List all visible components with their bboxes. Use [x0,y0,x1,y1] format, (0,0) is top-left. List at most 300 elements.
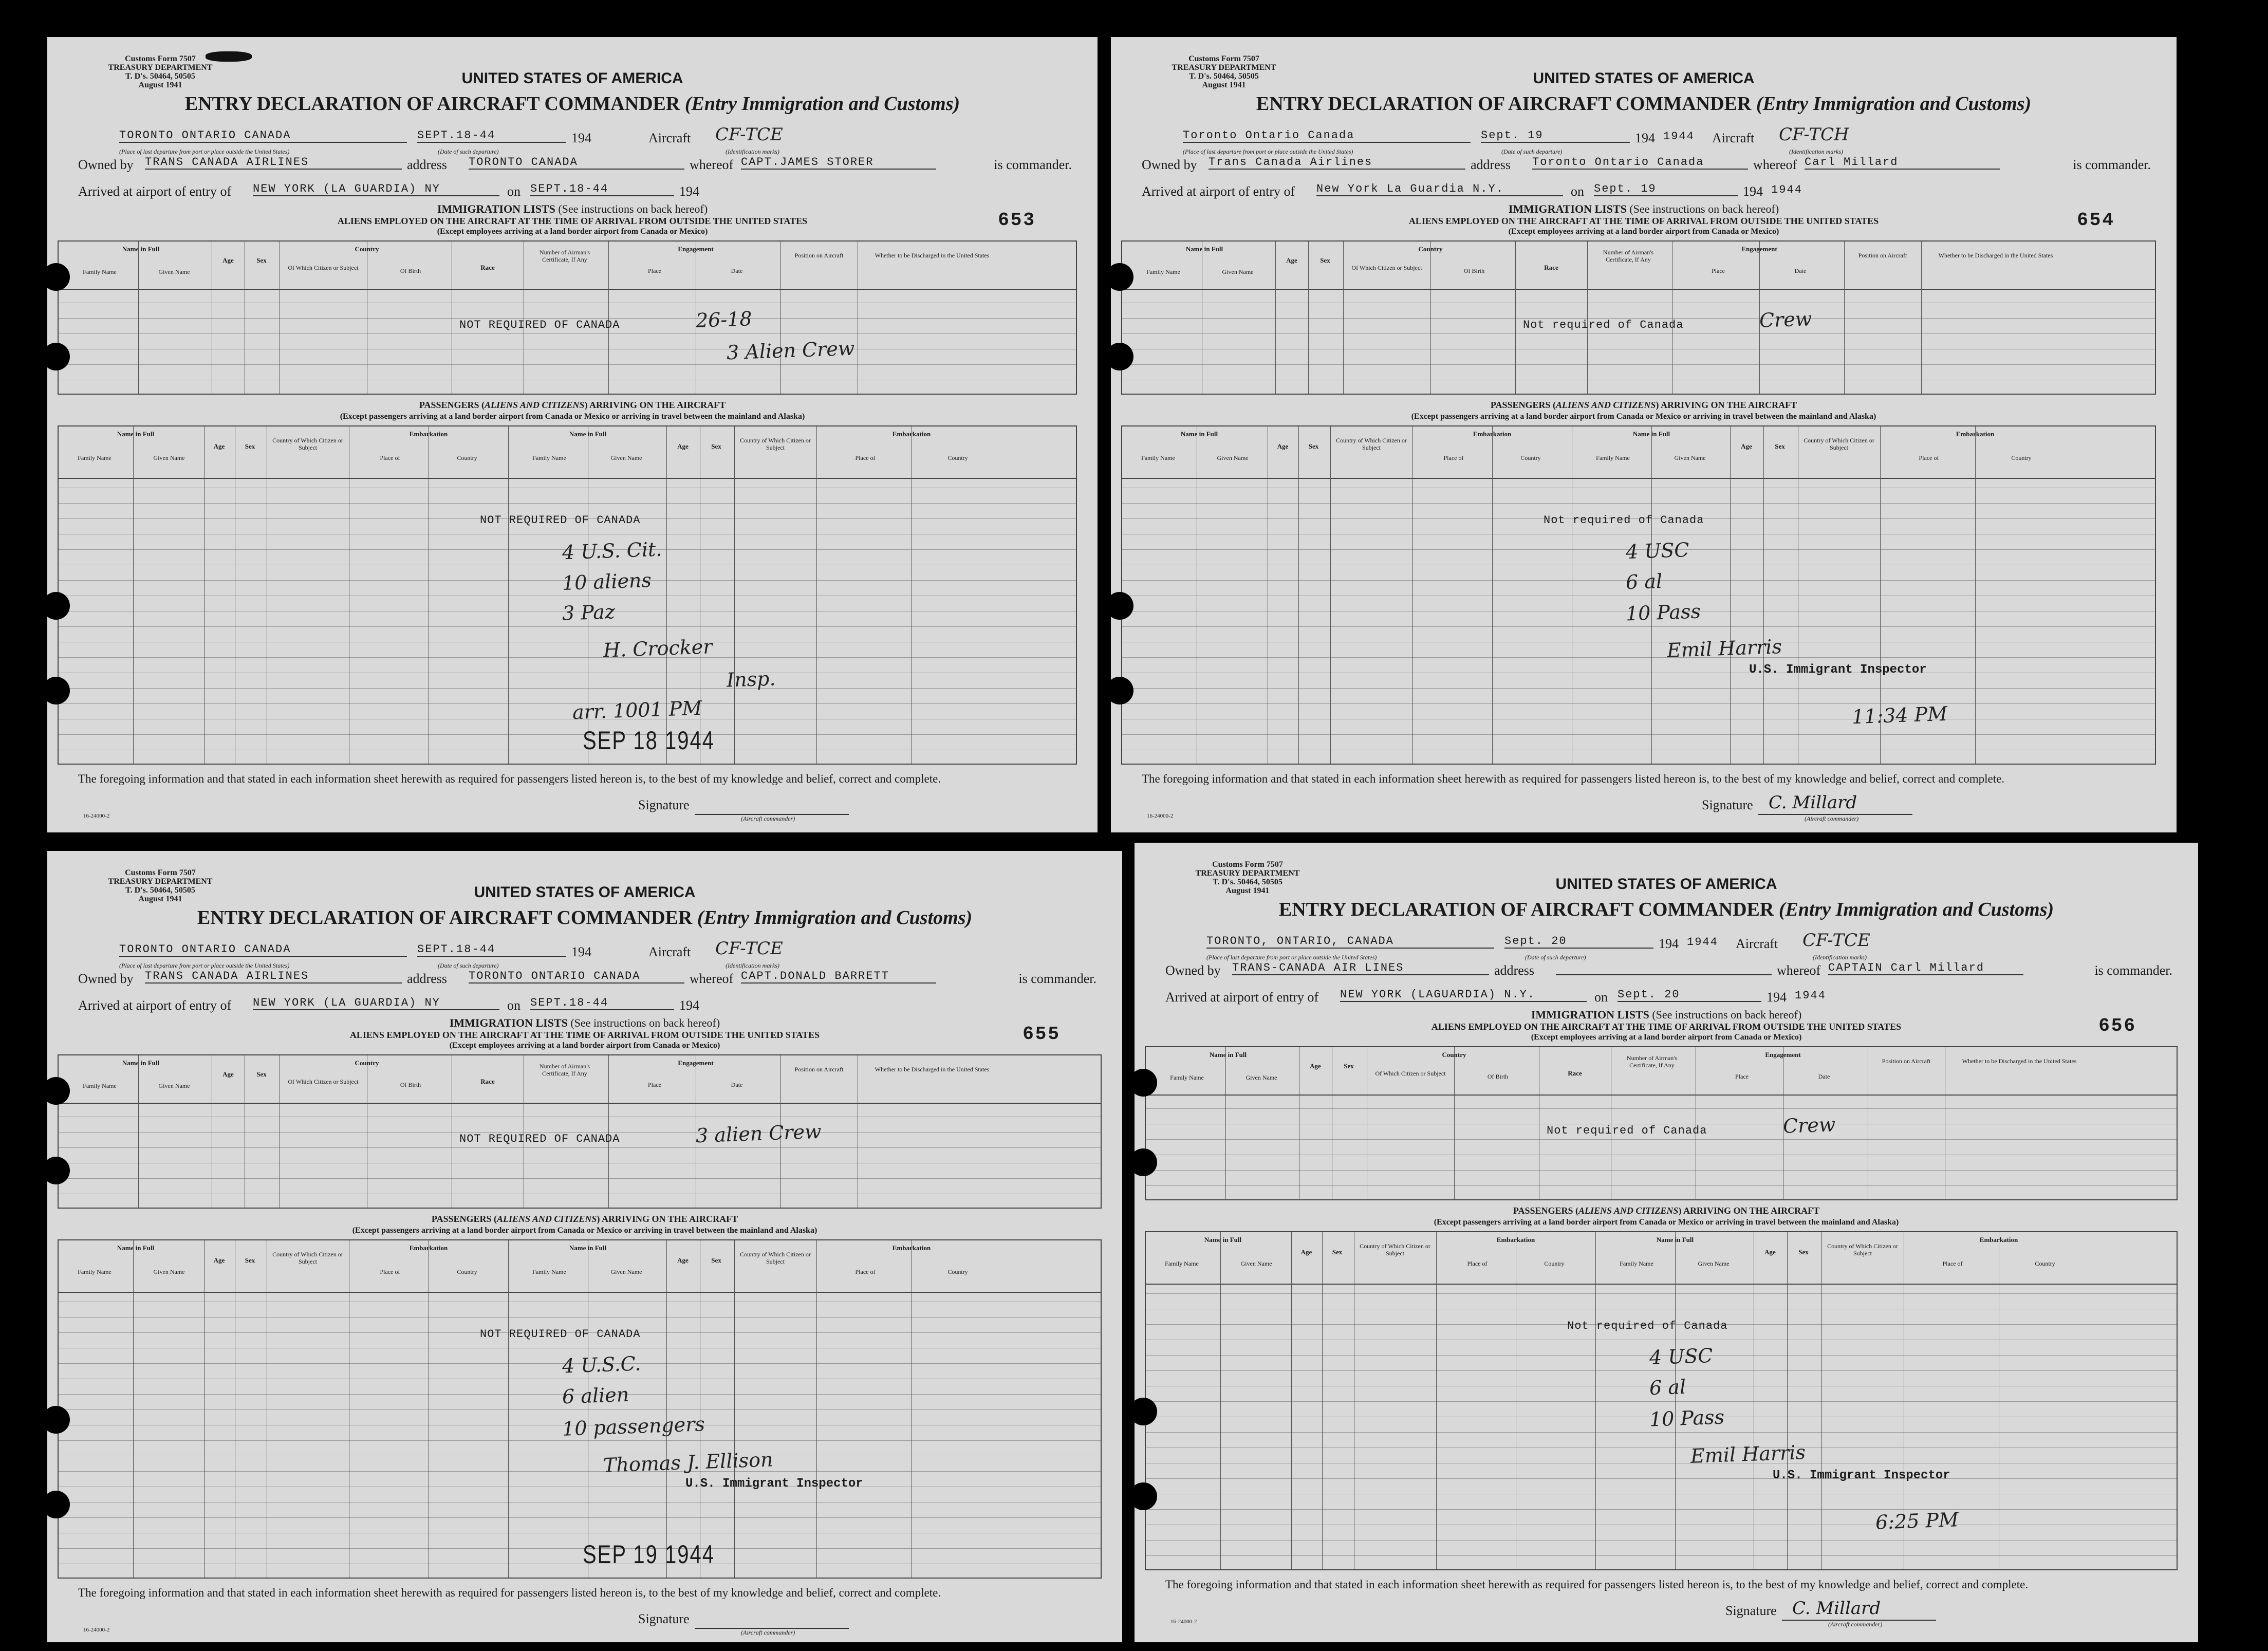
immigration-lists-heading [1111,202,2177,216]
p-col-age: Age [213,1256,225,1264]
passengers-heading [47,400,1098,411]
owned-by-label: Owned by [78,157,134,172]
imm-lists: IMMIGRATION LISTS [1508,202,1627,215]
owned-by-label: Owned by [1165,963,1221,978]
p-col-country-2: Country [2011,454,2032,461]
arrived-label: Arrived at airport of entry of [1142,184,1295,199]
col-family-name: Family Name [1170,1074,1204,1081]
form-date: August 1941 [138,81,182,89]
col-citizen: Of Which Citizen or Subject [288,1078,359,1085]
aliens-table [58,1054,1102,1209]
col-sex: Sex [1344,1062,1354,1070]
pass-a: PASSENGERS ( [1513,1205,1579,1216]
arrived-label: Arrived at airport of entry of [1165,990,1319,1005]
owned-by-label: Owned by [1142,157,1197,172]
time-handwriting: 6:25 PM [1875,1508,1959,1534]
country-heading: UNITED STATES OF AMERICA [474,884,696,901]
time-handwriting: 11:34 PM [1851,702,1948,729]
aliens-table [58,240,1077,395]
p-col-name: Name in Full [117,1244,155,1252]
p-col-ccs: Country of Which Citizen or Subject [1360,1242,1430,1257]
aliens-handwriting-2: 3 Alien Crew [726,337,856,364]
col-sex: Sex [256,1070,267,1078]
inspector-label: U.S. Immigrant Inspector [1749,663,1927,677]
col-cert: Number of Airman's Certificate, If Any [1626,1054,1678,1069]
p-col-given: Given Name [1240,1260,1272,1267]
p-col-name-2: Name in Full [569,430,607,438]
year-label: 194 [571,944,591,959]
p-col-country-2: Country [2035,1260,2055,1267]
owner-address[interactable]: TORONTO CANADA [469,156,684,170]
aircraft-marks[interactable]: CF-TCE [1802,930,1870,951]
pass-c: ) ARRIVING ON THE AIRCRAFT [597,1214,738,1224]
p-col-embark-2: Embarkation [892,1244,931,1252]
title-italic: (Entry Immigration and Customs) [684,93,960,115]
p-col-age-2: Age [1764,1248,1776,1256]
country-heading: UNITED STATES OF AMERICA [1533,70,1755,87]
p-col-age-2: Age [677,442,689,450]
col-race: Race [480,264,495,271]
immigration-lists-heading [47,202,1098,216]
imm-lists: IMMIGRATION LISTS [1531,1008,1649,1021]
signature-ink: C. Millard [1792,1598,1881,1619]
whereof-label: whereof [1777,963,1821,978]
p-col-embark-2: Embarkation [1956,430,1995,438]
p-col-sex-2: Sex [711,442,721,450]
aircraft-marks[interactable]: CF-TCH [1779,124,1849,145]
col-cert: Number of Airman's Certificate, If Any [1603,249,1654,263]
on-label: on [507,184,520,199]
aircraft-commander-caption: (Aircraft commander) [1828,1621,1883,1628]
pass-handwriting-2: 6 alien [562,1383,629,1408]
sub-date: (Date of such departure) [438,148,499,155]
departure-date[interactable]: Sept. 20 [1504,935,1653,949]
immigration-lists-heading [47,1016,1122,1030]
owner-address[interactable]: Toronto Ontario Canada [1532,156,1748,170]
on-label: on [1571,184,1584,199]
treasury-department: TREASURY DEPARTMENT [1172,63,1276,72]
departure-place[interactable]: Toronto Ontario Canada [1183,129,1471,143]
passengers-table-header [59,426,1076,479]
pass-handwriting-1: 4 USC [1649,1344,1714,1369]
signature-ink: C. Millard [1769,792,1857,813]
aliens-table [1145,1046,2178,1200]
departure-line [78,125,1072,146]
col-engagement: Engagement [678,245,714,253]
col-country: Country [1418,245,1443,253]
p-col-given-2: Given Name [1674,454,1706,461]
p-col-sex: Sex [1332,1248,1343,1256]
pass-handwriting-6: arr. 1001 PM [572,696,702,724]
pass-handwriting-1: 4 U.S. Cit. [562,537,663,564]
passengers-table [1121,425,2156,765]
p-col-ccs: Country of Which Citizen or Subject [272,1251,343,1265]
on-label: on [507,998,520,1013]
passengers-table-header [1122,426,2155,479]
aliens-except: (Except employees arriving at a land border airport from Canada or Mexico) [1508,227,1779,236]
signature-label: Signature [638,797,690,812]
p-col-sex-2: Sex [1775,442,1785,450]
p-col-name-2: Name in Full [569,1244,607,1252]
pass-a: PASSENGERS ( [419,400,485,410]
certification-text: The foregoing information and that stated in each information sheet herewith as required for passengers listed hereon is, to the best of my knowledge and belief, correct and complete. [1142,772,2005,785]
sub-place: (Place of last departure from port or place outside the United States) [119,148,290,155]
form-date: August 1941 [138,895,182,903]
col-race: Race [1568,1069,1582,1077]
p-col-place: Place of [380,1268,400,1275]
signature-label: Signature [1702,797,1753,812]
printer-form-number: 16-24000-2 [83,813,110,819]
is-commander-label: is commander. [994,157,1072,172]
p-col-age-2: Age [677,1256,689,1264]
certification-text: The foregoing information and that stated in each information sheet herewith as required for passengers listed hereon is, to the best of my knowledge and belief, correct and complete. [1165,1578,2029,1591]
departure-place[interactable]: TORONTO ONTARIO CANADA [119,129,407,143]
col-place: Place [648,267,661,274]
pass-handwriting-1: 4 U.S.C. [562,1352,642,1378]
aliens-handwriting-1: Crew [1782,1113,1836,1138]
departure-place[interactable]: TORONTO, ONTARIO, CANADA [1206,935,1494,949]
aliens-heading: ALIENS EMPLOYED ON THE AIRCRAFT AT THE TIME OF ARRIVAL FROM OUTSIDE THE UNITED STATES [1431,1022,1902,1032]
whereof-label: whereof [690,971,734,986]
title-main: ENTRY DECLARATION OF AIRCRAFT COMMANDER [184,93,685,115]
p-col-embark: Embarkation [1496,1236,1535,1244]
owner-name[interactable]: TRANS CANADA AIRLINES [145,156,402,170]
is-commander-label: is commander. [1018,971,1096,986]
p-col-family-2: Family Name [1620,1260,1653,1267]
pass-handwriting-2: 10 aliens [562,568,652,595]
title-main: ENTRY DECLARATION OF AIRCRAFT COMMANDER [197,907,697,929]
col-country: Country [1442,1051,1466,1059]
col-family-name: Family Name [83,268,117,275]
signature-block [1725,1598,1883,1628]
p-col-place: Place of [380,454,400,461]
p-col-ccs-2: Country of Which Citizen or Subject [740,1251,811,1265]
p-col-given-2: Given Name [610,1268,642,1275]
p-col-given: Given Name [1217,454,1249,461]
signature-block [638,1611,795,1636]
aircraft-label: Aircraft [1736,936,1778,951]
col-discharged: Whether to be Discharged in the United States [1938,252,2053,259]
aircraft-commander-caption: (Aircraft commander) [741,815,795,822]
aliens-not-required: NOT REQUIRED OF CANADA [459,319,620,331]
year-label-2: 194 [1767,990,1787,1005]
imm-see: (See instructions on back hereof) [1652,1008,1802,1021]
address-label: address [1471,157,1511,172]
col-place: Place [1735,1073,1749,1080]
declaration-form-655 [47,851,1122,1642]
col-country: Country [355,1059,379,1067]
p-col-country: Country [1520,454,1541,461]
col-cert: Number of Airman's Certificate, If Any [539,249,590,263]
p-col-country: Country [457,454,477,461]
p-col-family-2: Family Name [1596,454,1630,461]
arrival-year[interactable]: 1944 [1795,989,1826,1002]
td-numbers: T. D's. 50464, 50505 [125,72,195,81]
col-discharged: Whether to be Discharged in the United States [875,1066,990,1073]
departure-line [78,939,1096,960]
p-col-embark: Embarkation [1473,430,1512,438]
passengers-except: (Except passengers arriving at a land border airport from Canada or Mexico or arriving in travel between the mainland and Alaska) [1411,412,1876,421]
passengers-heading [1111,400,2177,411]
aliens-heading: ALIENS EMPLOYED ON THE AIRCRAFT AT THE TIME OF ARRIVAL FROM OUTSIDE THE UNITED STATES [1408,216,1879,226]
p-col-country: Country [1544,1260,1565,1267]
pass-handwriting-4: H. Crocker [603,635,713,662]
p-col-family: Family Name [78,1268,111,1275]
departure-date[interactable]: Sept. 19 [1481,129,1630,143]
p-col-embark: Embarkation [409,1244,448,1252]
signature-label: Signature [1725,1603,1777,1618]
aliens-except: (Except employees arriving at a land border airport from Canada or Mexico) [1531,1033,1802,1042]
p-col-ccs-2: Country of Which Citizen or Subject [740,437,811,451]
signature-block [1702,792,1859,822]
year-label: 194 [571,131,591,145]
passengers-table [58,1239,1102,1579]
title-italic: (Entry Immigration and Customs) [1756,93,2032,115]
p-col-given: Given Name [153,454,185,461]
date-stamp: SEP 18 1944 [583,727,715,755]
aliens-except: (Except employees arriving at a land border airport from Canada or Mexico) [449,1041,720,1050]
form-title [47,92,1098,115]
owner-line [1165,958,2172,978]
col-age: Age [222,256,234,264]
arrival-date[interactable]: Sept. 20 [1618,988,1761,1002]
aircraft-label: Aircraft [1712,131,1755,145]
p-col-embark: Embarkation [409,430,448,438]
p-col-family: Family Name [78,454,111,461]
p-col-name: Name in Full [1180,430,1218,438]
commander-name[interactable]: Carl Millard [1805,156,2000,170]
owner-line [78,152,1072,173]
col-birth: Of Birth [400,267,421,274]
pass-c: ) ARRIVING ON THE AIRCRAFT [1656,400,1797,410]
pass-c: ) ARRIVING ON THE AIRCRAFT [584,400,726,410]
arrived-label: Arrived at airport of entry of [78,998,232,1013]
col-discharged: Whether to be Discharged in the United States [875,252,990,259]
p-col-ccs: Country of Which Citizen or Subject [272,437,343,451]
imm-lists: IMMIGRATION LISTS [437,202,555,215]
col-engagement: Engagement [1765,1051,1801,1059]
passengers-table [58,425,1077,765]
form-title [1135,898,2198,921]
departure-date[interactable]: SEPT.18-44 [417,129,566,143]
sub-place: (Place of last departure from port or place outside the United States) [1206,954,1377,961]
col-given-name: Given Name [158,1082,190,1089]
imm-see: (See instructions on back hereof) [1629,202,1779,215]
arrival-date[interactable]: SEPT.18-44 [530,182,674,196]
aliens-table-header [59,1055,1101,1104]
passengers-table-header [59,1240,1101,1293]
p-col-country-2: Country [947,1268,968,1275]
sub-date: (Date of such departure) [1501,148,1563,155]
pass-handwriting-4: Emil Harris [1666,635,1782,662]
col-date: Date [1794,267,1807,274]
aliens-table-header [1122,242,2155,290]
date-stamp: SEP 19 1944 [583,1541,715,1569]
col-name-in-full: Name in Full [1209,1051,1247,1059]
td-numbers: T. D's. 50464, 50505 [125,886,195,895]
col-position: Position on Aircraft [1882,1058,1931,1065]
col-race: Race [480,1078,495,1085]
title-italic: (Entry Immigration and Customs) [1778,899,2054,920]
arrival-line [1142,179,2151,199]
title-main: ENTRY DECLARATION OF AIRCRAFT COMMANDER [1278,899,1779,920]
col-engagement: Engagement [678,1059,714,1067]
col-position: Position on Aircraft [1858,252,1907,259]
p-col-sex-2: Sex [711,1256,721,1264]
aliens-not-required: Not required of Canada [1523,319,1684,331]
treasury-department: TREASURY DEPARTMENT [108,63,213,72]
aliens-except: (Except employees arriving at a land border airport from Canada or Mexico) [437,227,708,236]
commander-name[interactable]: CAPT.DONALD BARRETT [741,970,936,984]
p-col-name-2: Name in Full [1632,430,1670,438]
p-col-sex: Sex [245,442,255,450]
arrival-date[interactable]: SEPT.18-44 [530,996,674,1010]
pass-a: PASSENGERS ( [1490,400,1556,410]
passengers-heading [47,1214,1122,1225]
passengers-table [1145,1231,2178,1570]
col-cert: Number of Airman's Certificate, If Any [539,1063,590,1077]
p-col-family-2: Family Name [532,454,566,461]
owner-name[interactable]: Trans Canada Airlines [1209,156,1465,170]
col-age: Age [1286,256,1297,264]
p-col-family-2: Family Name [532,1268,566,1275]
departure-year[interactable]: 1944 [1687,936,1718,949]
signature-label: Signature [638,1611,690,1626]
departure-year[interactable]: 1944 [1663,130,1695,143]
pass-handwriting-4: Emil Harris [1690,1441,1806,1468]
sub-ident: (Identification marks) [1813,954,1867,961]
col-name-in-full: Name in Full [122,245,160,253]
pass-b: ALIENS AND CITIZENS [1556,400,1656,410]
owner-name[interactable]: TRANS-CANADA AIR LINES [1232,961,1489,975]
aliens-heading: ALIENS EMPLOYED ON THE AIRCRAFT AT THE TIME OF ARRIVAL FROM OUTSIDE THE UNITED STATES [349,1030,820,1040]
whereof-label: whereof [690,157,734,172]
pass-handwriting-2: 6 al [1625,569,1663,594]
departure-place[interactable]: TORONTO ONTARIO CANADA [119,943,407,957]
arrival-date[interactable]: Sept. 19 [1594,182,1738,196]
passengers-except: (Except passengers arriving at a land border airport from Canada or Mexico or arriving in travel between the mainland and Alaska) [1434,1218,1899,1227]
col-given-name: Given Name [158,268,190,275]
certification-text: The foregoing information and that stated in each information sheet herewith as required for passengers listed hereon is, to the best of my knowledge and belief, correct and complete. [78,1586,941,1599]
p-col-ccs-2: Country of Which Citizen or Subject [1827,1242,1898,1257]
owner-name[interactable]: TRANS CANADA AIRLINES [145,970,402,984]
declaration-form-653 [47,37,1098,832]
passengers-not-required: Not required of Canada [1544,514,1704,527]
arrival-year[interactable]: 1944 [1771,183,1802,196]
sub-date: (Date of such departure) [438,962,499,969]
pass-handwriting-3: 3 Paz [562,600,616,625]
p-col-embark-2: Embarkation [892,430,931,438]
country-heading: UNITED STATES OF AMERICA [1555,876,1777,893]
col-age: Age [222,1070,234,1078]
p-col-place-2: Place of [855,1268,876,1275]
printer-form-number: 16-24000-2 [1170,1619,1197,1625]
p-col-sex-2: Sex [1798,1248,1809,1256]
aliens-handwriting-1: 26-18 [695,307,753,332]
printer-form-number: 16-24000-2 [1147,813,1174,819]
form-title [1111,92,2177,115]
year-label: 194 [1659,936,1679,951]
col-date: Date [731,267,743,274]
arrival-airport[interactable]: New York La Guardia N.Y. [1316,182,1563,196]
imm-see: (See instructions on back hereof) [570,1016,720,1029]
p-col-age: Age [1300,1248,1312,1256]
col-given-name: Given Name [1245,1074,1277,1081]
address-label: address [407,971,447,986]
passengers-table-header [1146,1232,2177,1285]
address-label: address [407,157,447,172]
arrival-line [78,179,1072,199]
departure-date[interactable]: SEPT.18-44 [417,943,566,957]
country-heading: UNITED STATES OF AMERICA [461,70,683,87]
aircraft-marks[interactable]: CF-TCE [715,938,783,959]
arrival-airport[interactable]: NEW YORK (LA GUARDIA) NY [253,996,499,1010]
col-birth: Of Birth [1487,1073,1509,1080]
passengers-heading [1135,1205,2198,1216]
immigration-lists-heading [1135,1008,2198,1022]
imm-see: (See instructions on back hereof) [558,202,708,215]
pass-handwriting-5: Insp. [726,667,776,692]
declaration-form-654 [1111,37,2177,832]
is-commander-label: is commander. [2073,157,2151,172]
p-col-name: Name in Full [117,430,155,438]
title-main: ENTRY DECLARATION OF AIRCRAFT COMMANDER [1256,93,1756,115]
printer-form-number: 16-24000-2 [83,1627,110,1633]
col-citizen: Of Which Citizen or Subject [288,264,359,271]
declaration-form-656 [1135,843,2198,1642]
inspector-label: U.S. Immigrant Inspector [685,1477,863,1491]
customs-form-number: Customs Form 7507 [125,54,196,63]
owner-line [1142,152,2151,173]
sub-ident: (Identification marks) [726,148,779,155]
form-date: August 1941 [1202,81,1246,89]
col-name-in-full: Name in Full [122,1059,160,1067]
p-col-place-2: Place of [855,454,876,461]
pass-handwriting-2: 6 al [1649,1375,1686,1400]
passengers-except: (Except passengers arriving at a land border airport from Canada or Mexico or arriving in travel between the mainland and Alaska) [352,1226,817,1235]
aircraft-commander-caption: (Aircraft commander) [1805,815,1859,822]
col-name-in-full: Name in Full [1185,245,1223,253]
col-engagement: Engagement [1741,245,1777,253]
inspector-label: U.S. Immigrant Inspector [1773,1469,1950,1482]
owner-address[interactable] [1556,974,1772,975]
year-label-2: 194 [679,184,699,199]
arrival-airport[interactable]: NEW YORK (LA GUARDIA) NY [253,182,499,196]
passengers-not-required: NOT REQUIRED OF CANADA [480,514,641,527]
col-position: Position on Aircraft [794,1066,844,1073]
p-col-given: Given Name [153,1268,185,1275]
commander-name[interactable]: CAPTAIN Carl Millard [1828,961,2023,975]
p-col-given-2: Given Name [1698,1260,1730,1267]
aircraft-label: Aircraft [648,944,691,959]
signature-block [638,797,795,822]
commander-name[interactable]: CAPT.JAMES STORER [741,156,936,170]
arrival-airport[interactable]: NEW YORK (LAGUARDIA) N.Y. [1340,988,1587,1002]
p-col-family: Family Name [1141,454,1175,461]
passengers-not-required: Not required of Canada [1567,1320,1728,1332]
on-label: on [1594,990,1608,1005]
page-number: 655 [1023,1024,1061,1045]
certification-text: The foregoing information and that stated in each information sheet herewith as required for passengers listed hereon is, to the best of my knowledge and belief, correct and complete. [78,772,941,785]
sub-place: (Place of last departure from port or place outside the United States) [1183,148,1353,155]
aircraft-marks[interactable]: CF-TCE [715,124,783,145]
pass-b: ALIENS AND CITIZENS [485,400,585,410]
owner-address[interactable]: TORONTO ONTARIO CANADA [469,970,684,984]
p-col-country-2: Country [947,454,968,461]
sub-ident: (Identification marks) [1789,148,1843,155]
col-birth: Of Birth [1463,267,1485,274]
col-given-name: Given Name [1222,268,1254,275]
